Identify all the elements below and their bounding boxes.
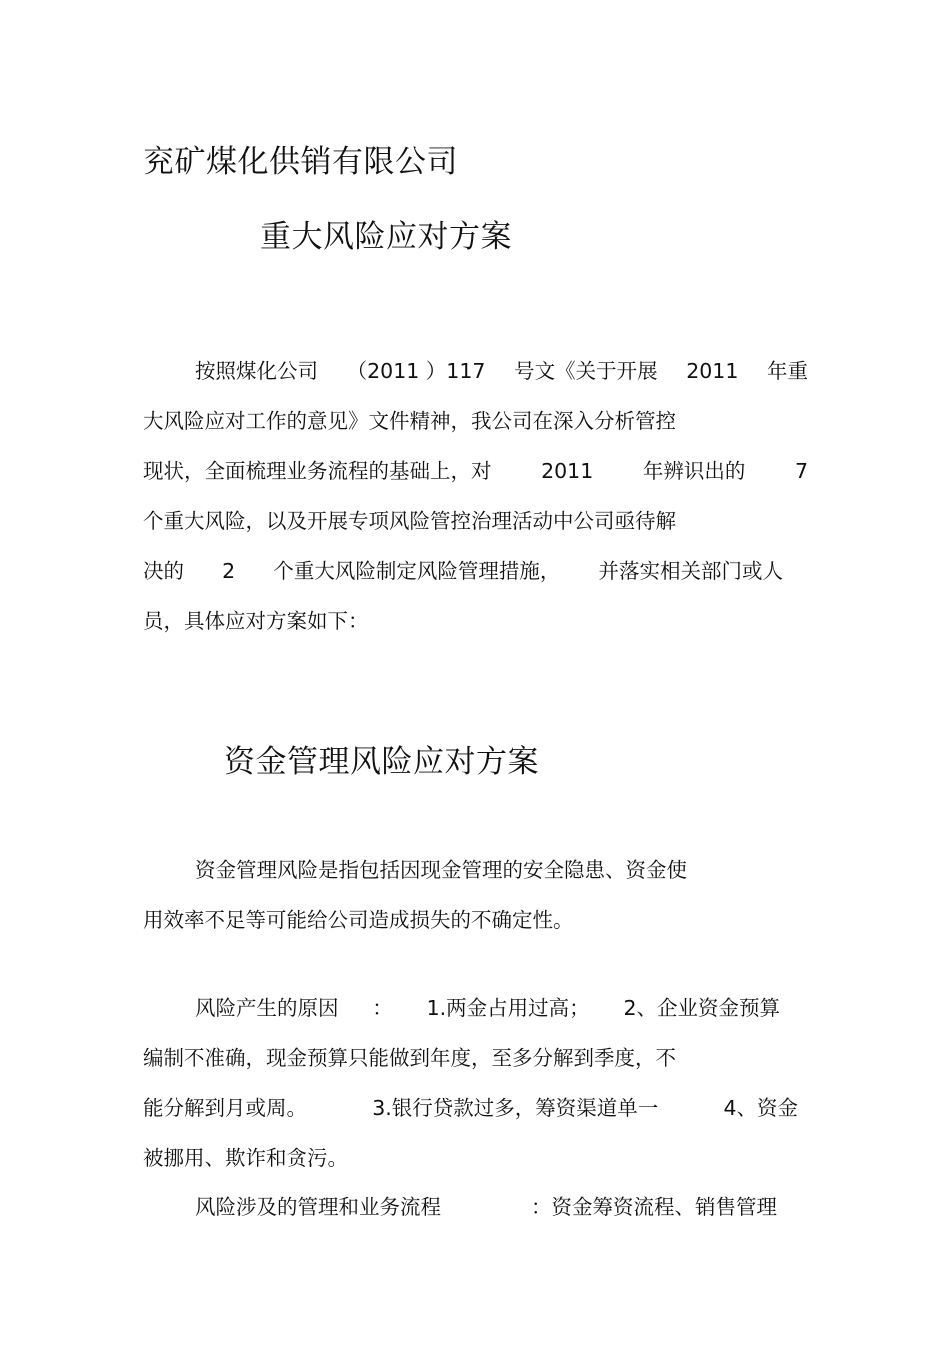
- definition-text: 用效率不足等可能给公司造成损失的不确定性。: [143, 908, 574, 932]
- intro-text: 2: [222, 559, 236, 583]
- document-title: 重大风险应对方案: [260, 219, 512, 255]
- section-title: 资金管理风险应对方案: [224, 744, 539, 780]
- intro-text: 现状，全面梳理业务流程的基础上，对: [143, 459, 492, 483]
- intro-text: 决的: [143, 559, 184, 583]
- intro-text: 年辨识出的: [642, 459, 746, 483]
- intro-text: 2011: [541, 459, 594, 483]
- intro-text: 2011: [686, 359, 739, 383]
- causes-text: 3.银行贷款过多，筹资渠道单一: [372, 1096, 659, 1120]
- intro-line-4: [143, 506, 808, 536]
- intro-text: 年重: [767, 359, 808, 383]
- causes-text: 能分解到月或周。: [143, 1096, 307, 1120]
- intro-text: 个重大风险制定风险管理措施，: [273, 559, 561, 583]
- causes-text: 风险产生的原因: [195, 996, 339, 1020]
- causes-text: 2、企业资金预算: [623, 996, 780, 1020]
- intro-line-3: [143, 456, 808, 486]
- intro-text: 按照煤化公司: [195, 359, 318, 383]
- intro-line-1: [143, 356, 808, 386]
- causes-line-4: [143, 1143, 808, 1173]
- intro-text: 并落实相关部门或人: [598, 559, 783, 583]
- causes-text: 1.两金占用过高；: [426, 996, 590, 1020]
- intro-line-2: [143, 406, 808, 436]
- causes-line-2: [143, 1043, 808, 1073]
- intro-text: （2011 ）117: [346, 359, 486, 383]
- causes-text: 4、资金: [723, 1096, 798, 1120]
- intro-text: 7: [794, 459, 808, 483]
- company-name: 兖矿煤化供销有限公司: [143, 144, 458, 180]
- intro-text: 大风险应对工作的意见》文件精神，我公司在深入分析管控: [143, 409, 676, 433]
- process-text: 风险涉及的管理和业务流程: [195, 1195, 441, 1219]
- definition-line-1: [143, 855, 808, 885]
- definition-line-2: [143, 905, 808, 935]
- causes-text: 被挪用、欺诈和贪污。: [143, 1146, 348, 1170]
- causes-line-1: [143, 993, 780, 1023]
- definition-text: 资金管理风险是指包括因现金管理的安全隐患、资金使: [195, 858, 687, 882]
- causes-text: 编制不准确，现金预算只能做到年度，至多分解到季度，不: [143, 1046, 676, 1070]
- intro-line-5: [143, 556, 783, 586]
- intro-line-6: [143, 606, 808, 636]
- intro-text: 员，具体应对方案如下：: [143, 609, 369, 633]
- process-text: ：资金筹资流程、销售管理: [531, 1195, 777, 1219]
- causes-line-3: [143, 1093, 798, 1123]
- intro-text: 号文《关于开展: [514, 359, 658, 383]
- intro-text: 个重大风险，以及开展专项风险管控治理活动中公司亟待解: [143, 509, 676, 533]
- causes-text: ：: [372, 996, 393, 1020]
- process-line-1: [143, 1192, 777, 1222]
